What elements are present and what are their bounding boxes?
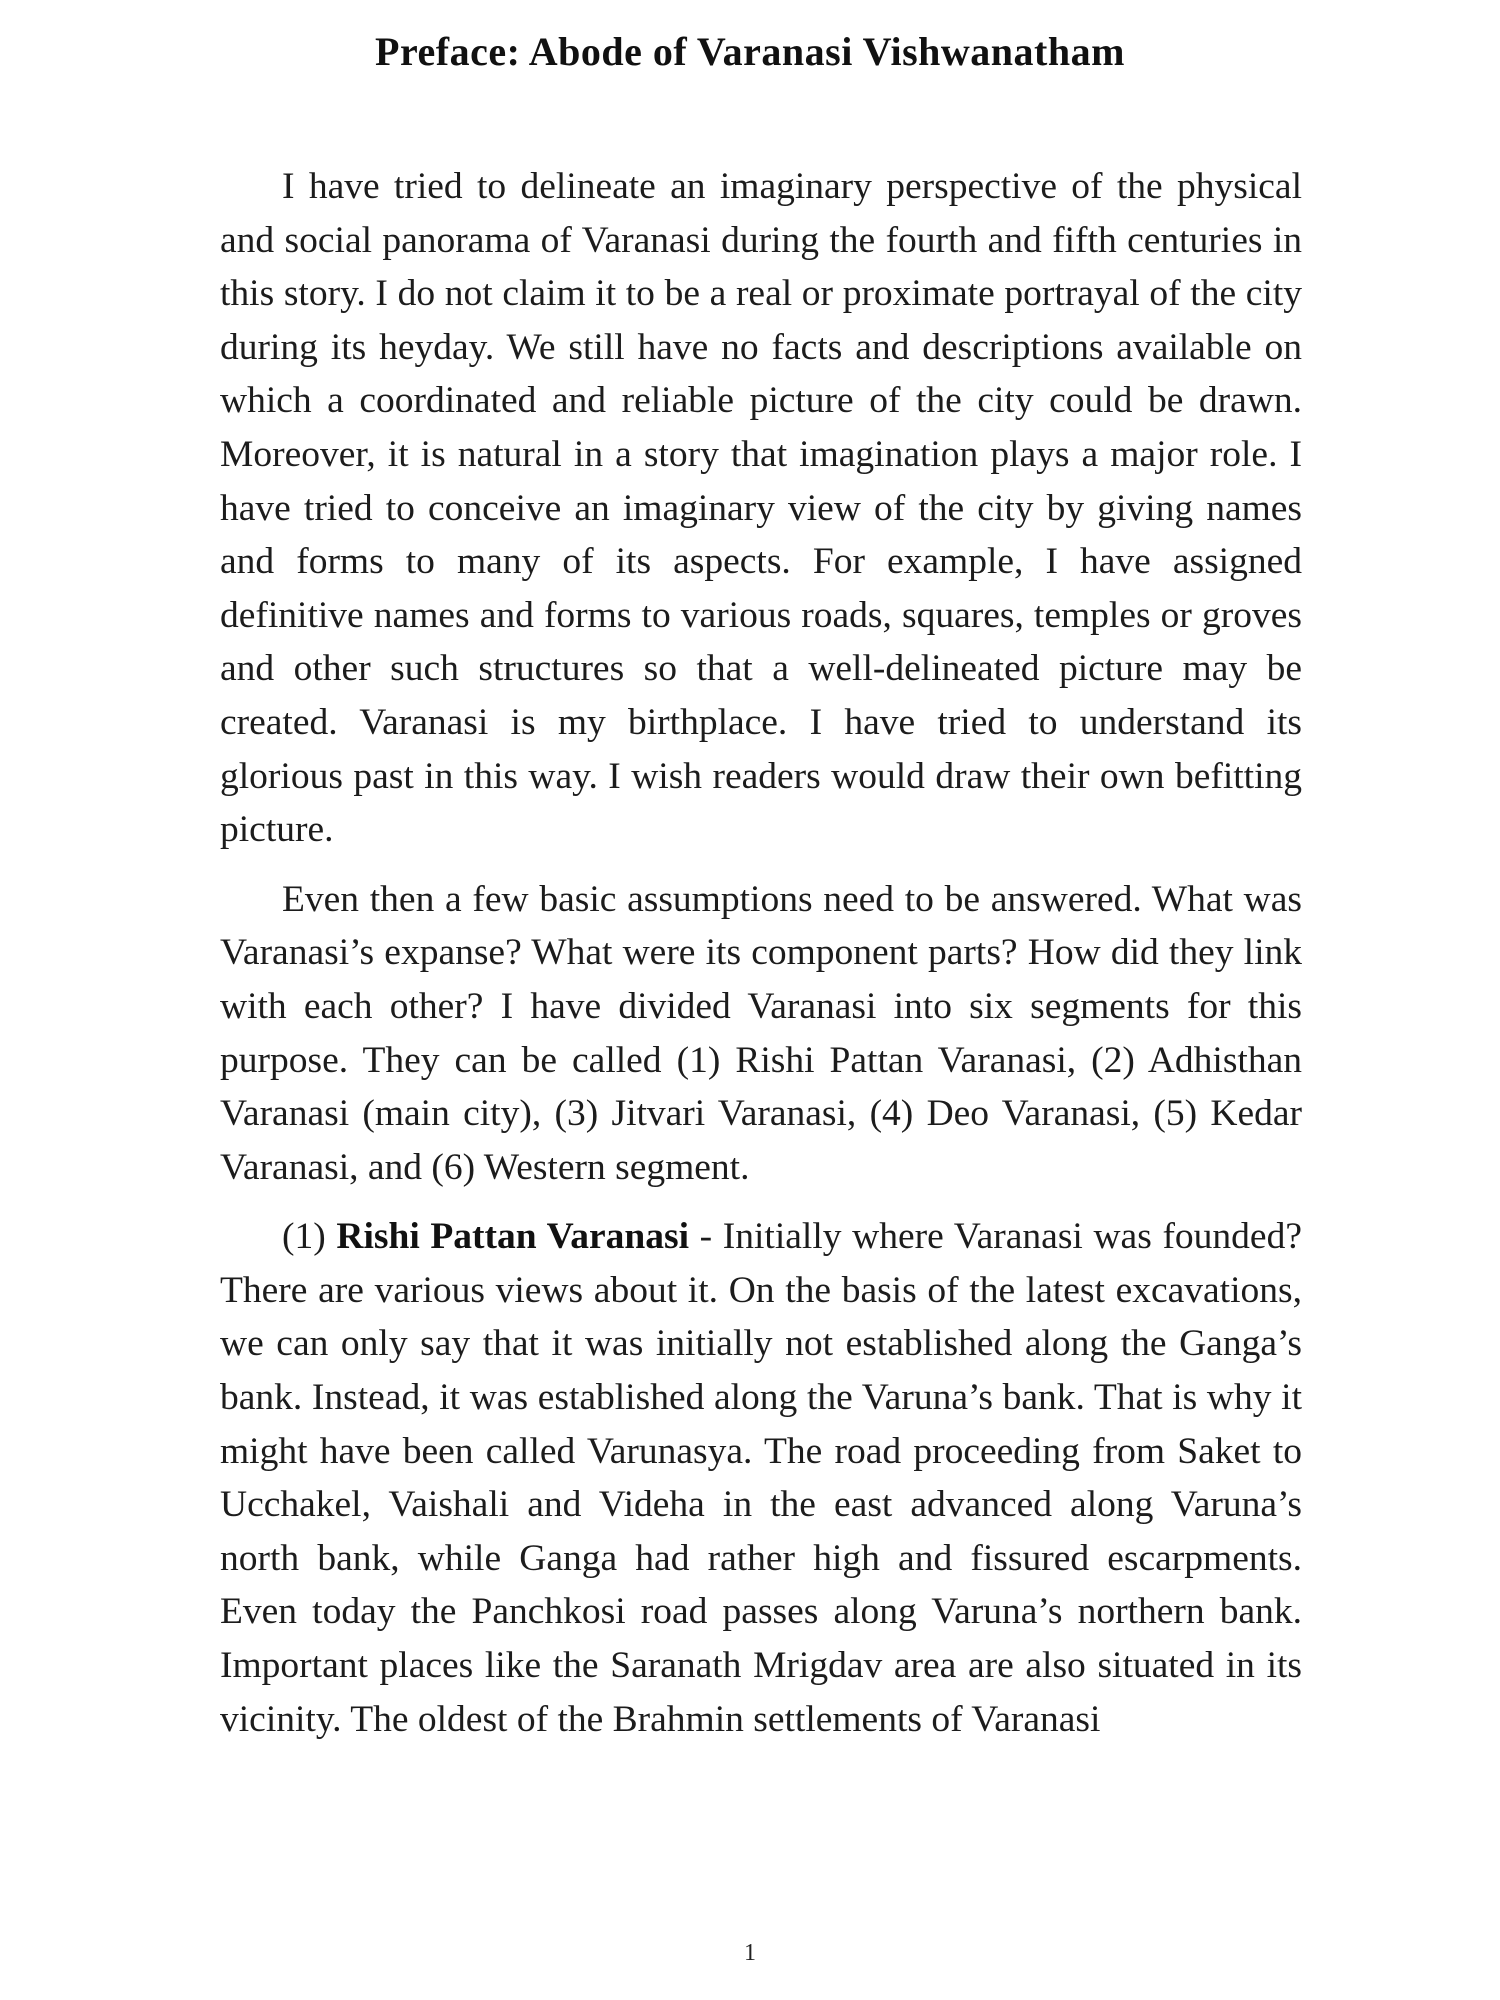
page-title: Preface: Abode of Varanasi Vishwanatham	[375, 29, 1125, 74]
paragraph-assumptions: Even then a few basic assumptions need to be answered. What was Varanasi’s expanse? What were its component parts? How did they link with each other? I have divided Varanasi into six segments for this purpose. They can be called (1) Rishi Pattan Varanasi, (2) Adhisthan Varanasi (main city), (3) Jitvari Varanasi, (4) Deo Varanasi, (5) Kedar Varanasi, and (6) Western segment.	[220, 878, 1302, 1188]
preface-body	[220, 160, 1302, 1762]
section-heading: Rishi Pattan Varanasi	[336, 1216, 689, 1258]
paragraph-rishi-pattan	[220, 1210, 1302, 1746]
paragraph-intro: I have tried to delineate an imaginary perspective of the physical and social panorama of Varanasi during the fourth and fifth centuries in this story. I do not claim it to be a real or proximate portrayal of the city during its heyday. We still have no facts and descriptions available on which a coordinated and reliable picture of the city could be drawn. Moreover, it is natural in a story that imagination plays a major role. I have tried to conceive an imaginary view of the city by giving names and forms to many of its aspects. For example, I have assigned definitive names and forms to various roads, squares, temples or groves and other such structures so that a well-delineated picture may be created. Varanasi is my birthplace. I have tried to understand its glorious past in this way. I wish readers would draw their own befitting picture.	[220, 166, 1302, 851]
section-number: (1)	[282, 1216, 337, 1258]
page-number: 1	[744, 1940, 756, 1966]
section-text: - Initially where Varanasi was founded? There are various views about it. On the basis of the latest excavations, we can only say that it was initially not established along the Ganga’s bank. Instead, it was established along the Varuna’s bank. That is why it might have been called Varunasya. The road proceeding from Saket to Ucchakel, Vaishali and Videha in the east advanced along Varuna’s north bank, while Ganga had rather high and fissured escarpments. Even today the Panchkosi road passes along Varuna’s northern bank. Important places like the Saranath Mrigdav area are also situated in its vicinity. The oldest of the Brahmin settlements of Varanasi	[220, 1216, 1302, 1740]
